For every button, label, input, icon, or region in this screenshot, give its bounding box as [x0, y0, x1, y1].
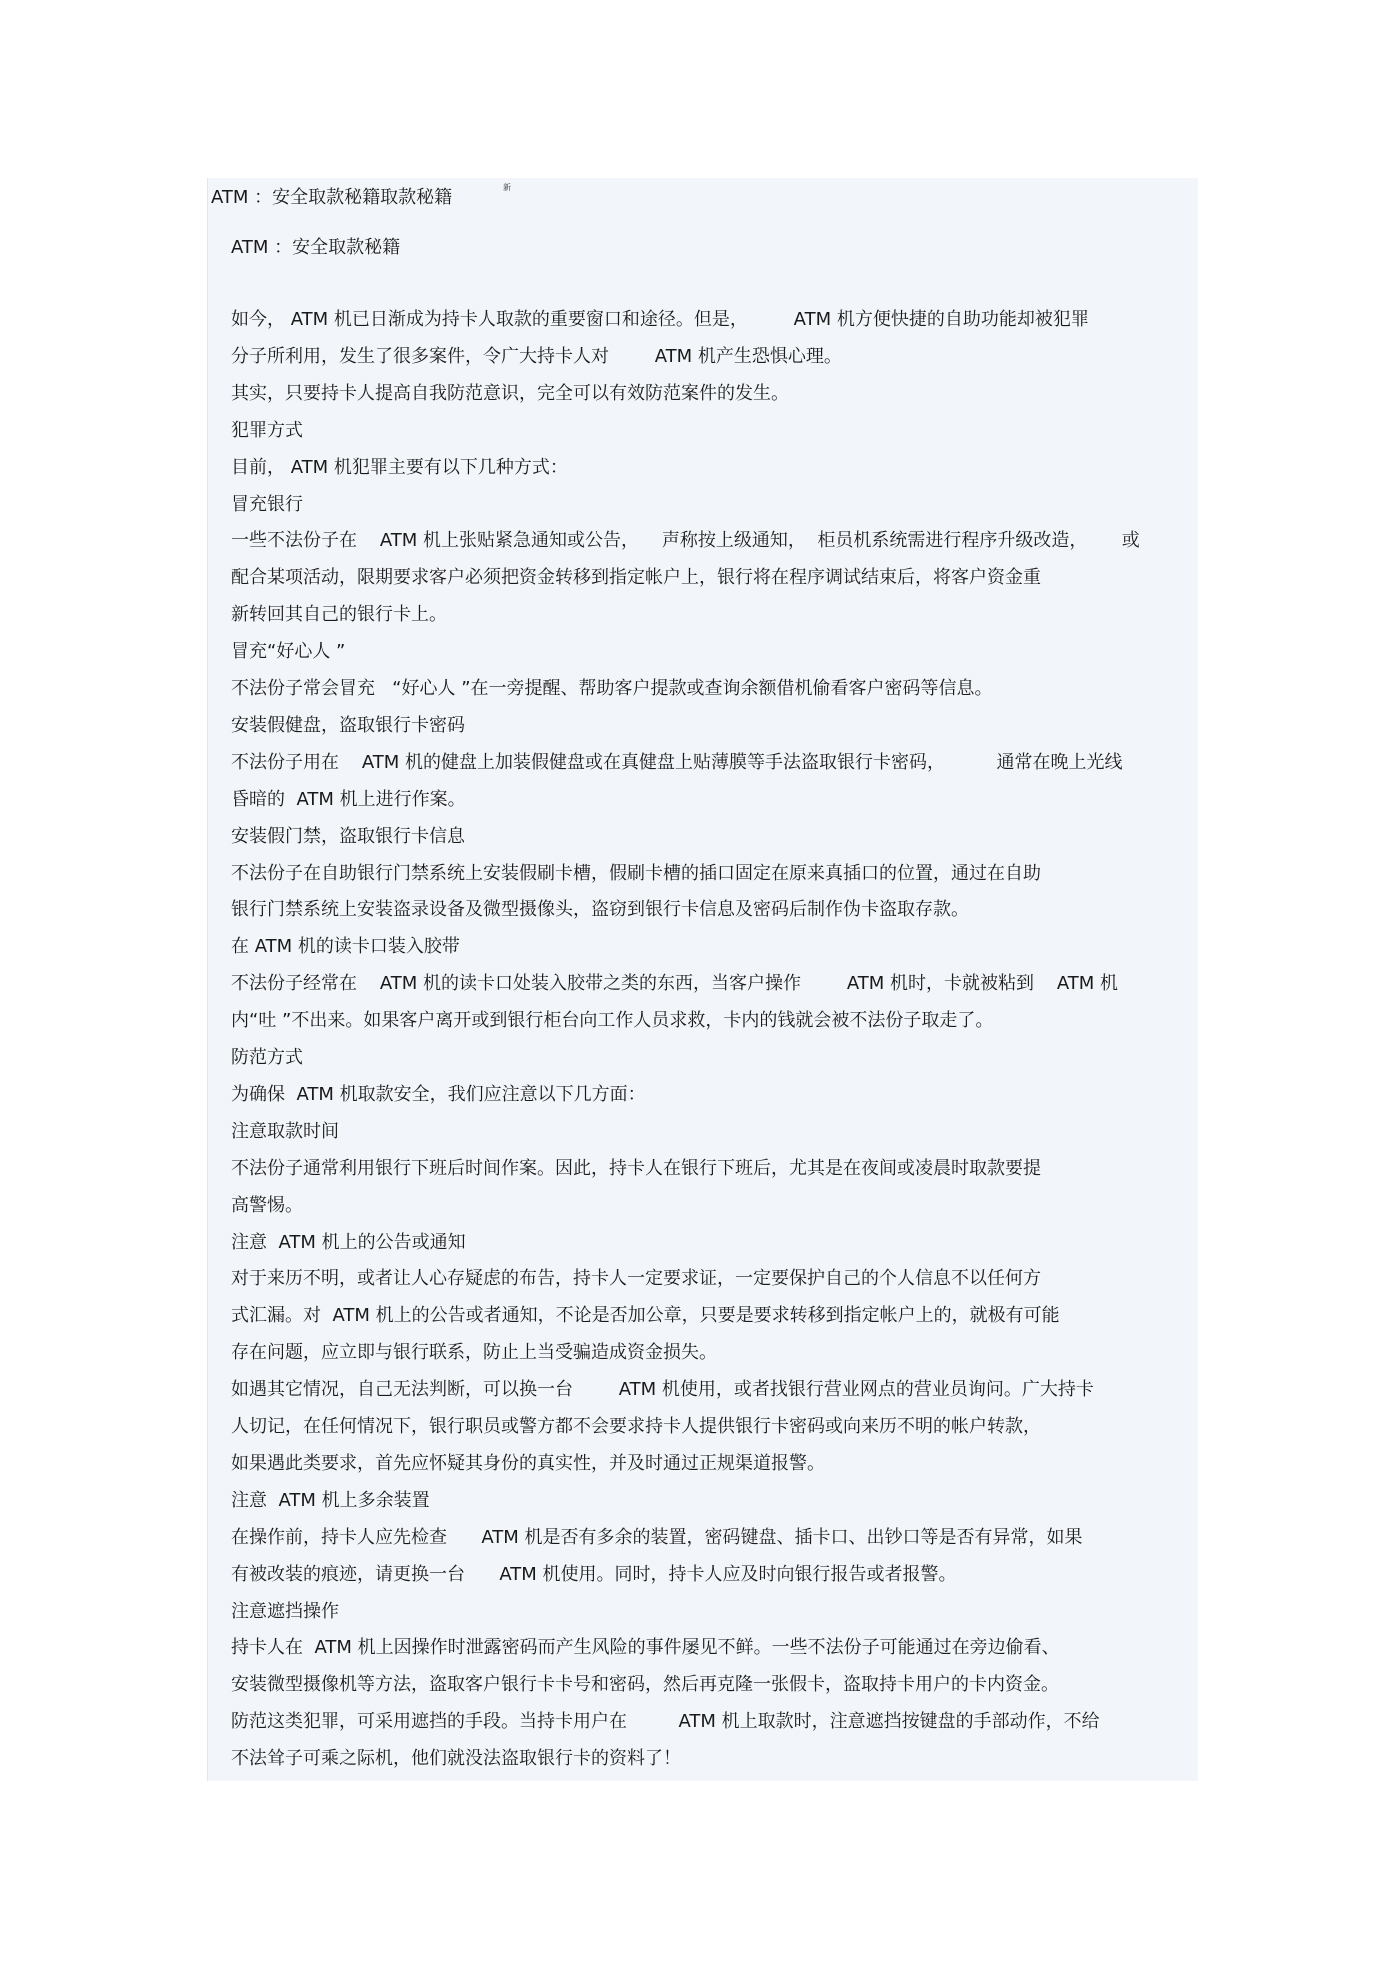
text-line: 不法份子在自助银行门禁系统上安装假刷卡槽，假刷卡槽的插口固定在原来真插口的位置，通过在自助	[231, 862, 1041, 884]
text-line: 犯罪方式	[231, 419, 303, 441]
text-line: 有被改装的痕迹，请更换一台 ATM 机使用。同时，持卡人应及时向银行报告或者报警。	[231, 1563, 957, 1585]
text-line: 冒充银行	[231, 493, 303, 515]
text-line: 内“吐 ”不出来。如果客户离开或到银行柜台向工作人员求救，卡内的钱就会被不法份子取走了。	[231, 1010, 994, 1032]
text-line: 分子所利用，发生了很多案件，令广大持卡人对 ATM 机产生恐惧心理。	[231, 345, 842, 367]
text-line: 冒充“好心人 ”	[231, 641, 346, 663]
text-line: 不法份子常会冒充 “好心人 ”在一旁提醒、帮助客户提款或查询余额借机偷看客户密码等信息。	[231, 678, 993, 699]
text-line: 不法份子通常利用银行下班后时间作案。因此，持卡人在银行下班后，尤其是在夜间或凌晨时取款要提	[231, 1157, 1041, 1179]
text-line: 注意 ATM 机上的公告或通知	[231, 1231, 466, 1253]
text-line: 如今， ATM 机已日渐成为持卡人取款的重要窗口和途径。但是， ATM 机方便快捷的自助功能却被犯罪	[231, 309, 1089, 330]
text-line: 注意取款时间	[231, 1120, 339, 1142]
text-line: 防范方式	[231, 1047, 303, 1068]
text-line: 配合某项活动，限期要求客户必须把资金转移到指定帐户上，银行将在程序调试结束后，将客户资金重	[231, 567, 1041, 589]
text-line: 如果遇此类要求，首先应怀疑其身份的真实性，并及时通过正规渠道报警。	[231, 1452, 825, 1474]
new-badge: 新	[503, 183, 511, 192]
text-line: 如遇其它情况，自己无法判断，可以换一台 ATM 机使用，或者找银行营业网点的营业员询问。广大持卡	[231, 1379, 1094, 1401]
text-line: 安装假健盘，盗取银行卡密码	[231, 714, 465, 736]
text-line: 持卡人在 ATM 机上因操作时泄露密码而产生风险的事件屡见不鲜。一些不法份子可能通过在旁边偷看、	[231, 1637, 1060, 1659]
text-line: 高警惕。	[231, 1194, 303, 1216]
text-line: 防范这类犯罪，可采用遮挡的手段。当持卡用户在 ATM 机上取款时，注意遮挡按键盘的手部动作，不给	[231, 1711, 1100, 1733]
text-line: 其实，只要持卡人提高自我防范意识，完全可以有效防范案件的发生。	[231, 382, 789, 404]
text-line: 不法耸子可乘之际机，他们就没法盗取银行卡的资料了！	[231, 1748, 681, 1770]
text-line: 在操作前，持卡人应先检查 ATM 机是否有多余的装置，密码键盘、插卡口、出钞口等是否有异常，如果	[231, 1526, 1083, 1548]
text-line: 目前， ATM 机犯罪主要有以下几种方式：	[231, 456, 568, 478]
document-title: ATM ：安全取款秘籍取款秘籍	[211, 187, 453, 208]
text-line: 不法份子经常在 ATM 机的读卡口处装入胶带之类的东西，当客户操作 ATM 机时，卡就被粘到 ATM 机	[231, 973, 1119, 995]
text-line: 新转回其自己的银行卡上。	[231, 604, 447, 626]
text-line: 为确保 ATM 机取款安全，我们应注意以下几方面：	[231, 1083, 646, 1105]
text-line: 在 ATM 机的读卡口装入胶带	[231, 936, 460, 958]
text-line: 一些不法份子在 ATM 机上张贴紧急通知或公告， 声称按上级通知， 柜员机系统需进行程序升级改造， 或	[231, 530, 1140, 552]
document-subtitle: ATM ：安全取款秘籍	[231, 237, 401, 258]
text-line: 银行门禁系统上安装盗录设备及微型摄像头，盗窃到银行卡信息及密码后制作伪卡盗取存款。	[231, 899, 969, 921]
text-line: 不法份子用在 ATM 机的健盘上加装假健盘或在真健盘上贴薄膜等手法盗取银行卡密码， 通常在晚上光线	[231, 751, 1123, 773]
text-line: 式汇漏。对 ATM 机上的公告或者通知，不论是否加公章，只要是要求转移到指定帐户上的，就极有可能	[231, 1305, 1060, 1327]
text-line: 安装假门禁，盗取银行卡信息	[231, 825, 465, 847]
text-line: 安装微型摄像机等方法，盗取客户银行卡卡号和密码，然后再克隆一张假卡，盗取持卡用户的卡内资金。	[231, 1674, 1059, 1696]
text-line: 人切记，在任何情况下，银行职员或警方都不会要求持卡人提供银行卡密码或向来历不明的帐户转款，	[231, 1416, 1041, 1437]
text-line: 注意 ATM 机上多余装置	[231, 1489, 430, 1511]
text-line: 存在问题，应立即与银行联系，防止上当受骗造成资金损失。	[231, 1342, 717, 1364]
text-line: 对于来历不明，或者让人心存疑虑的布告，持卡人一定要求证，一定要保护自己的个人信息不以任何方	[231, 1268, 1041, 1290]
text-line: 注意遮挡操作	[231, 1600, 339, 1622]
text-line: 昏暗的 ATM 机上进行作案。	[231, 788, 466, 810]
